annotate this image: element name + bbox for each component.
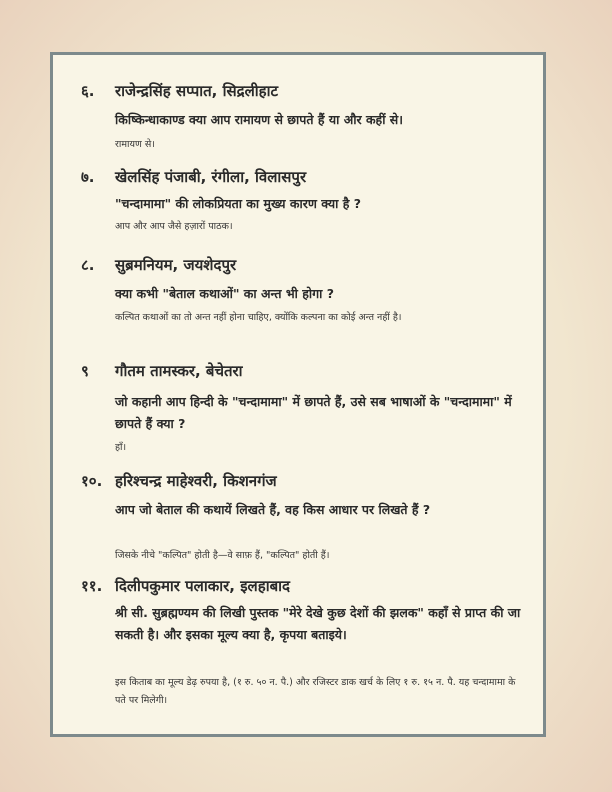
entry-answer: कल्पित कथाओं का तो अन्त नहीं होना चाहिए, क्योंकि कल्पना का कोई अन्त नहीं है। xyxy=(115,312,402,323)
entry-number: ८. xyxy=(81,256,95,274)
entry-name: राजेन्द्रसिंह सप्पात, सिद्रलीहाट xyxy=(115,82,279,100)
entry-name: दिलीपकुमार पलाकार, इलहाबाद xyxy=(115,577,290,595)
entry-question: आप जो बेताल की कथायें लिखते हैं, वह किस आधार पर लिखते हैं ? xyxy=(115,502,431,517)
entry-question: श्री सी. सुब्रह्मण्यम की लिखी पुस्तक "मेरे देखे कुछ देशों की झलक" कहाँ से प्राप्त की जा सकती है। और इसका मूल्य क्या है, कृपया बताइये। xyxy=(115,605,521,642)
entry-number: १०. xyxy=(81,472,103,490)
entry-question: क्या कभी "बेताल कथाओं" का अन्त भी होगा ? xyxy=(115,286,335,301)
entry-number: ११. xyxy=(81,577,103,595)
entry-question: जो कहानी आप हिन्दी के "चन्दामामा" में छापते हैं, उसे सब भाषाओं के "चन्दामामा" में छापते हैं क्या ? xyxy=(115,394,512,431)
entry-answer: रामायण से। xyxy=(115,139,155,150)
entry-answer: आप और आप जैसे हज़ारों पाठक। xyxy=(115,221,233,232)
qa-frame xyxy=(50,52,546,737)
entry-number: ९ xyxy=(81,362,89,380)
entry-name: हरिश्चन्द्र माहेश्वरी, किशनगंज xyxy=(115,472,277,490)
entry-answer: इस किताब का मूल्य डेढ़ रुपया है, (१ रु. ५० न. पै.) और रजिस्टर डाक खर्च के लिए १ रु. १५ न. पै. यह चन्दामामा के पते पर मिलेगी। xyxy=(115,677,516,706)
entry-name: सुब्रमनियम, जयशेदपुर xyxy=(115,256,237,274)
entry-answer: हाँ। xyxy=(115,442,127,453)
entry-name: खेलसिंह पंजाबी, रंगीला, विलासपुर xyxy=(115,168,307,186)
entry-question: "चन्दामामा" की लोकप्रियता का मुख्य कारण क्या है ? xyxy=(115,196,361,211)
entry-question: किष्किन्धाकाण्ड क्या आप रामायण से छापते हैं या और कहीं से। xyxy=(115,112,403,127)
entry-name: गौतम तामस्कर, बेचेतरा xyxy=(115,362,243,380)
entry-number: ६. xyxy=(81,82,95,100)
entry-number: ७. xyxy=(81,168,95,186)
entry-answer: जिसके नीचे "कल्पित" होती है—वे साफ़ हैं, "कल्पित" होती हैं। xyxy=(115,550,330,561)
